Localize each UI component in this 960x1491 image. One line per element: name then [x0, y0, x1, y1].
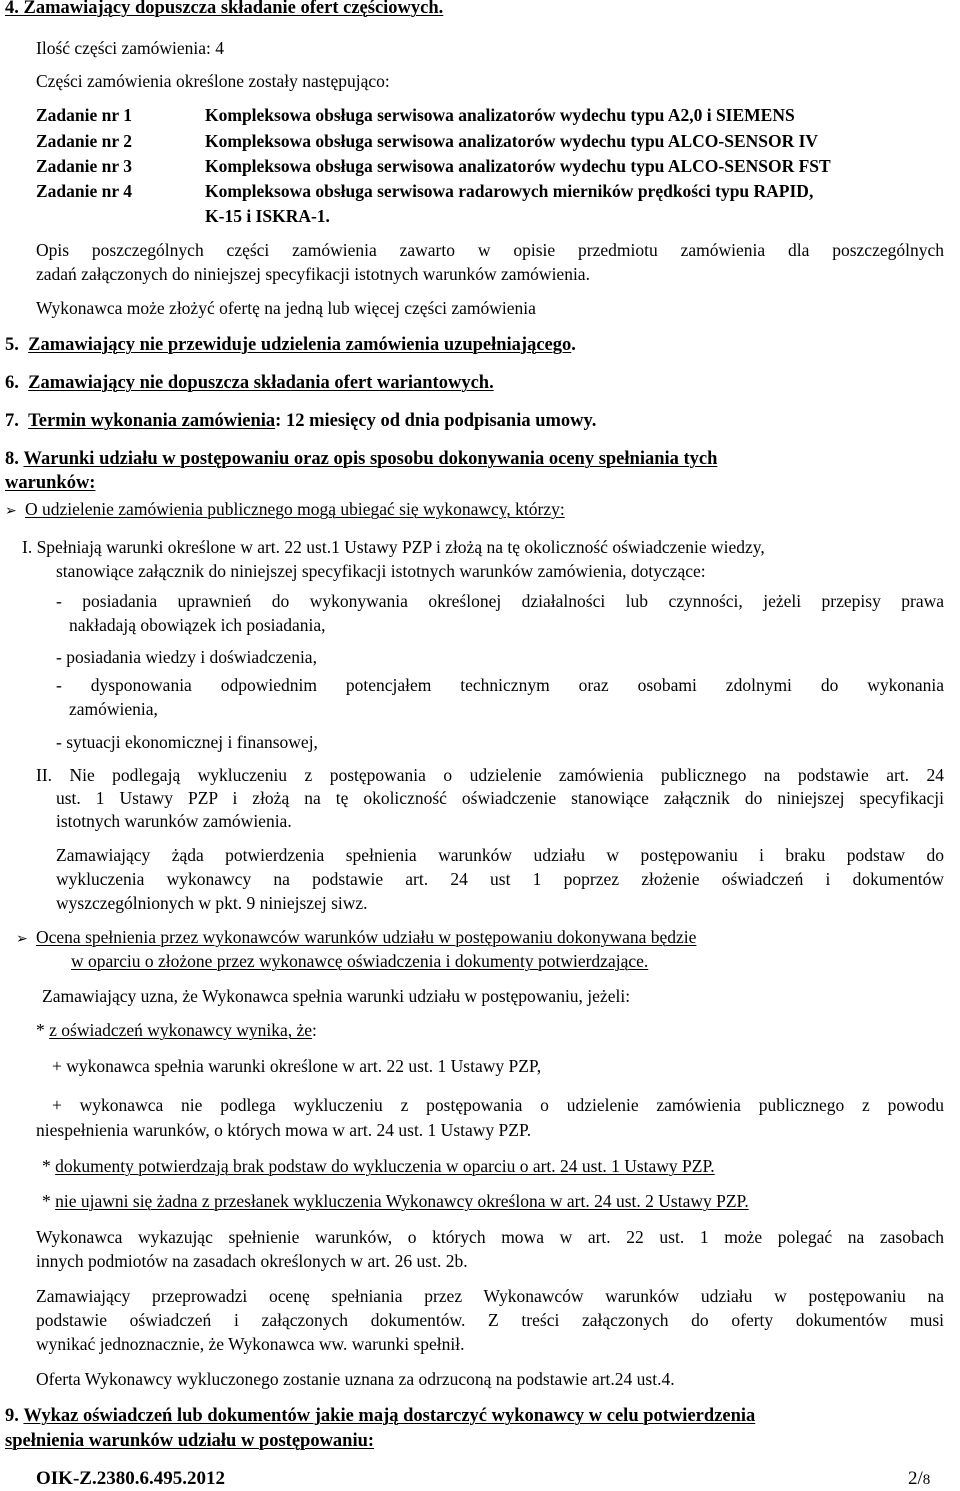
- task-desc-4: Kompleksowa obsługa serwisowa radarowych mierników prędkości typu RAPID,: [205, 181, 814, 201]
- zasoby-line-1: Wykonawca wykazując spełnienie warunków, o których mowa w art. 22 ust. 1 może polegać na zasobach: [36, 1227, 944, 1247]
- task-desc-3: Kompleksowa obsługa serwisowa analizatorów wydechu typu ALCO-SENSOR FST: [205, 156, 831, 176]
- task-label-1: Zadanie nr 1: [36, 105, 132, 125]
- star-dokumenty-text: dokumenty potwierdzają brak podstaw do wykluczenia w oparciu o art. 24 ust. 1 Ustawy PZP.: [55, 1156, 715, 1176]
- section-4-heading: [5, 0, 443, 19]
- section-7-term-label: Termin wykonania zamówienia: [28, 411, 276, 431]
- section-8-heading: 8. Warunki udziału w postępowaniu oraz opis sposobu dokonywania oceny spełniania tych: [5, 449, 718, 469]
- section-9-heading-line-2: spełnienia warunków udziału w postępowaniu:: [5, 1431, 375, 1451]
- page-number: [908, 1468, 930, 1491]
- section-4-heading-text: 4. Zamawiający dopuszcza składanie ofert częściowych.: [5, 0, 444, 18]
- parts-intro: Części zamówienia określone zostały następująco:: [36, 71, 390, 91]
- ocena-spelniania-line-3: wynikać jednoznacznie, że Wykonawca ww. warunki spełnił.: [36, 1334, 465, 1354]
- zada-line-3: wyszczególnionych w pkt. 9 niniejszej siwz.: [56, 893, 368, 913]
- task-desc-2: Kompleksowa obsługa serwisowa analizatorów wydechu typu ALCO-SENSOR IV: [205, 131, 819, 151]
- opis-line-1: Opis poszczególnych części zamówienia zawarto w opisie przedmiotu zamówienia dla poszczególnych: [36, 240, 944, 260]
- zasoby-line-2: innych podmiotów na zasadach określonych w art. 26 ust. 2b.: [36, 1251, 468, 1271]
- dash-sytuacja: - sytuacji ekonomicznej i finansowej,: [56, 732, 318, 752]
- ocena-spelniania-line-1: Zamawiający przeprowadzi ocenę spełniania przez Wykonawców warunków udziału w postępowaniu na: [36, 1286, 944, 1306]
- star-oswiadczen: * z oświadczeń wykonawcy wynika, że:: [36, 1020, 317, 1040]
- wykonawca-note: Wykonawca może złożyć ofertę na jedną lub więcej części zamówienia: [36, 298, 536, 318]
- dash-potencjal-line-1: - dysponowania odpowiednim potencjałem technicznym oraz osobami zdolnymi do wykonania: [56, 675, 944, 695]
- section-5-heading: 5. Zamawiający nie przewiduje udzielenia zamówienia uzupełniającego.: [5, 335, 576, 355]
- section-8-heading-line-1: Warunki udziału w postępowaniu oraz opis sposobu dokonywania oceny spełniania tych: [23, 449, 718, 469]
- task-desc-1: Kompleksowa obsługa serwisowa analizatorów wydechu typu A2,0 i SIEMENS: [205, 105, 795, 125]
- task-desc-4-continued: K-15 i ISKRA-1.: [205, 206, 330, 226]
- zada-line-2: wykluczenia wykonawcy na podstawie art. 24 ust 1 poprzez złożenie oświadczeń i dokumentów: [56, 869, 944, 889]
- star-oswiadczen-text: z oświadczeń wykonawcy wynika, że: [49, 1020, 313, 1040]
- condition-I-line-1: I. Spełniają warunki określone w art. 22 ust.1 Ustawy PZP i złożą na tę okoliczność oświadczenie wiedzy,: [22, 537, 765, 557]
- section-5-text: Zamawiający nie przewiduje udzielenia zamówienia uzupełniającego: [28, 335, 572, 355]
- oferta-odrzucona: Oferta Wykonawcy wykluczonego zostanie uznana za odrzuconą na podstawie art.24 ust.4.: [36, 1369, 675, 1389]
- plus-wykluczenie-line-1: + wykonawca nie podlega wykluczeniu z postępowania o udzielenie zamówienia publicznego z powodu: [52, 1095, 944, 1115]
- condition-II-line-1: II. Nie podlegają wykluczeniu z postępowania o udzielenie zamówienia publicznego na podstawie art. 24: [36, 765, 944, 785]
- task-label-2: Zadanie nr 2: [36, 131, 132, 151]
- section-7-heading: 7. Termin wykonania zamówienia: 12 miesięcy od dnia podpisania umowy.: [5, 411, 597, 431]
- ocena-spelniania-line-2: podstawie oświadczeń i załączonych dokumentów. Z treści załączonych do oferty dokumentów musi: [36, 1310, 944, 1330]
- section-9-heading-line-1: Wykaz oświadczeń lub dokumentów jakie mają dostarczyć wykonawcy w celu potwierdzenia: [23, 1406, 756, 1426]
- task-label-3: Zadanie nr 3: [36, 156, 132, 176]
- star-przeslanki: * nie ujawni się żadna z przesłanek wykluczenia Wykonawcy określona w art. 24 ust. 2 Ustawy PZP.: [42, 1191, 749, 1211]
- section-8-heading-line-2: warunków:: [5, 473, 96, 493]
- condition-II-line-2: ust. 1 Ustawy PZP i złożą na tę okoliczność oświadczenie stanowiące załącznik do niniejszej specyfikacji: [56, 788, 944, 808]
- section-9-heading: 9. Wykaz oświadczeń lub dokumentów jakie mają dostarczyć wykonawcy w celu potwierdzenia: [5, 1406, 756, 1426]
- condition-I-line-2: stanowiące załącznik do niniejszej specyfikacji istotnych warunków zamówienia, dotyczące:: [56, 561, 706, 581]
- arrow-bullet-icon: ➢: [5, 503, 17, 519]
- document-reference: OIK-Z.2380.6.495.2012: [36, 1468, 225, 1489]
- page-current: 2/: [908, 1468, 923, 1489]
- bullet-ubiegac: [5, 498, 565, 522]
- opis-line-2: zadań załączonych do niniejszej specyfikacji istotnych warunków zamówienia.: [36, 264, 590, 284]
- zada-line-1: Zamawiający żąda potwierdzenia spełnienia warunków udziału w postępowaniu i braku podstaw do: [56, 845, 944, 865]
- bullet-ubiegac-text: O udzielenie zamówienia publicznego mogą ubiegać się wykonawcy, którzy:: [25, 499, 565, 519]
- star-przeslanki-text: nie ujawni się żadna z przesłanek wykluczenia Wykonawcy określona w art. 24 ust. 2 Ustawy PZP.: [55, 1191, 749, 1211]
- dash-potencjal-line-2: zamówienia,: [69, 699, 158, 719]
- dash-uprawnienia-line-2: nakładają obowiązek ich posiadania,: [69, 615, 326, 635]
- star-dokumenty: * dokumenty potwierdzają brak podstaw do wykluczenia w oparciu o art. 24 ust. 1 Ustawy PZP.: [42, 1156, 715, 1176]
- page-total: 8: [922, 1472, 931, 1488]
- dash-wiedza: - posiadania wiedzy i doświadczenia,: [56, 647, 317, 667]
- section-6-text: Zamawiający nie dopuszcza składania ofert wariantowych.: [28, 373, 494, 393]
- arrow-bullet-icon: ➢: [16, 931, 28, 947]
- dash-uprawnienia-line-1: - posiadania uprawnień do wykonywania określonej działalności lub czynności, jeżeli przepisy prawa: [56, 591, 944, 611]
- ocena-line-1: [16, 926, 696, 950]
- uzna-line: Zamawiający uzna, że Wykonawca spełnia warunki udziału w postępowaniu, jeżeli:: [42, 986, 631, 1006]
- section-6-heading: 6. Zamawiający nie dopuszcza składania ofert wariantowych.: [5, 373, 494, 393]
- plus-warunki: + wykonawca spełnia warunki określone w art. 22 ust. 1 Ustawy PZP,: [52, 1056, 542, 1076]
- parts-count: Ilość części zamówienia: 4: [36, 38, 225, 58]
- ocena-line-1-text: Ocena spełnienia przez wykonawców warunków udziału w postępowaniu dokonywana będzie: [36, 927, 697, 947]
- ocena-line-2: w oparciu o złożone przez wykonawcę oświadczenia i dokumenty potwierdzające.: [71, 951, 649, 971]
- plus-wykluczenie-line-2: niespełnienia warunków, o których mowa w art. 24 ust. 1 Ustawy PZP.: [36, 1120, 532, 1140]
- condition-II-line-3: istotnych warunków zamówienia.: [56, 811, 292, 831]
- task-label-4: Zadanie nr 4: [36, 181, 132, 201]
